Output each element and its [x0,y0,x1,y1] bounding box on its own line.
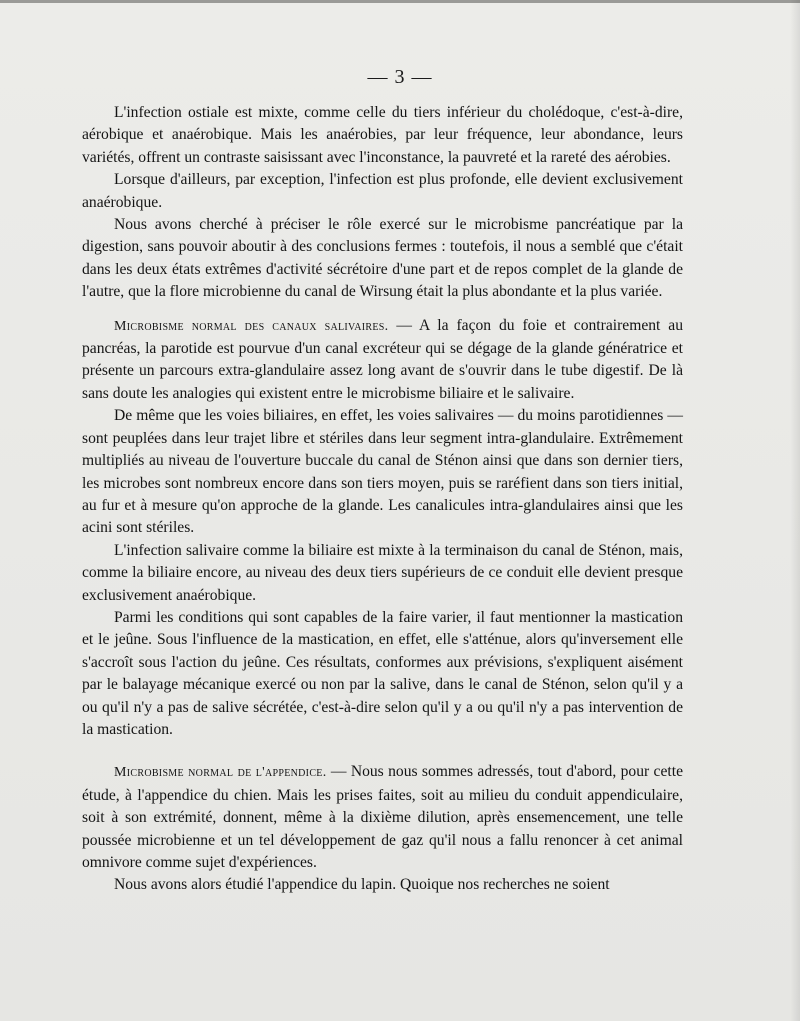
paragraph-text: Parmi les conditions qui sont capables de la faire varier, il faut mentionner la mastication et le jeûne. Sous l'influence de la mastication, en effet, elle s'atténue, alors qu'inversement elle s'accroît sous l'action du jeûne. Ces résultats, conformes aux prévisions, s'expliquent aisément par le balayage mécanique exercé ou non par la salive, dans le canal de Sténon, selon qu'il y a ou qu'il n'y a pas de salive sécrétée, c'est-à-dire selon qu'il y a ou qu'il n'y a pas intervention de la mastication. [82,608,683,738]
paragraph-digestion [82,214,683,304]
paragraph-appendix-section [82,761,683,874]
paragraph-text: L'infection ostiale est mixte, comme celle du tiers inférieur du cholédoque, c'est-à-dire, aérobique et anaérobique. Mais les anaérobies, par leur fréquence, leur abondance, leurs variétés, offrent un contraste saisissant avec l'inconstance, la pauvreté et la rareté des aérobies. [82,104,683,166]
paragraph-voies-salivaires [82,405,683,539]
paragraph-text: L'infection salivaire comme la biliaire est mixte à la terminaison du canal de Sténon, mais, comme la biliaire encore, au niveau des deux tiers supérieurs de ce conduit elle devient presque exclusivement anaérobique. [82,541,683,604]
paragraph-salivary-section [82,315,683,406]
section-heading-salivary: Microbisme normal des canaux salivaires. [114,318,389,334]
paragraph-exception [82,169,683,214]
page-number: — 3 — [367,66,433,88]
paragraph-lapin [82,874,683,896]
page-right-shadow [790,0,800,1021]
section-heading-appendix: Microbisme normal de l'appendice. [114,765,327,781]
paragraph-text: — Nous nous sommes adressés, tout d'abord, pour cette étude, à l'appendice du chien. Mais les prises faites, soit au milieu du conduit appendiculaire, soit à son extrémité, donnent, même à la dixième dilution, après ensemencement, une telle poussée microbienne et un tel développement de gaz qu'il nous a fallu renoncer à cet animal omnivore comme sujet d'expériences. [82,763,683,871]
paragraph-mastication [82,607,683,741]
body-text [82,102,683,897]
paragraph-infection-salivaire [82,540,683,607]
paragraph-infection-ostiale [82,102,683,169]
paragraph-text: — A la façon du foie et contrairement au pancréas, la parotide est pourvue d'un canal excréteur qui se dégage de la glande génératrice et présente un parcours extra-glandulaire assez long avant de s'ouvrir dans le tube digestif. De là sans doute les analogies qui existent entre le microbisme biliaire et le salivaire. [82,316,684,402]
paragraph-text: Nous avons cherché à préciser le rôle exercé sur le microbisme pancréatique par la digestion, sans pouvoir aboutir à des conclusions fermes : toutefois, il nous a semblé que c'était dans les deux états extrêmes d'activité sécrétoire d'une part et de repos complet de la glande de l'autre, que la flore microbienne du canal de Wirsung était la plus abondante et la plus variée. [82,216,683,301]
paragraph-text: Nous avons alors étudié l'appendice du lapin. Quoique nos recherches ne soient [114,876,610,894]
paragraph-text: Lorsque d'ailleurs, par exception, l'infection est plus profonde, elle devient exclusivement anaérobique. [82,171,683,211]
page-top-edge [0,0,800,3]
paragraph-text: De même que les voies biliaires, en effet, les voies salivaires — du moins parotidiennes — sont peuplées dans leur trajet libre et stériles dans leur segment intra-glandulaire. Extrêmement multipliés au niveau de l'ouverture buccale du canal de Sténon ainsi que dans son dernier tiers, les microbes sont nombreux encore dans son tiers moyen, puis se raréfient dans son tiers initial, au fur et à mesure qu'on approche de la glande. Les canalicules intra-glandulaires ainsi que les acini sont stériles. [82,407,683,537]
